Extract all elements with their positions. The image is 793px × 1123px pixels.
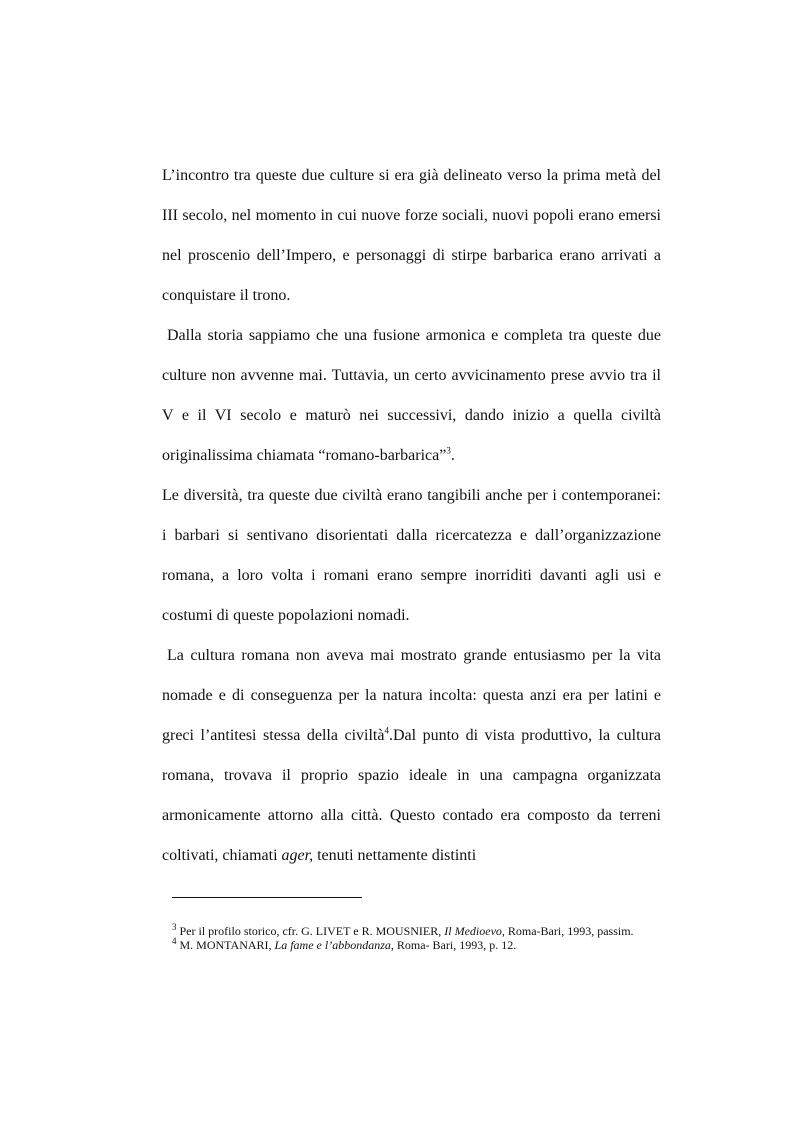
body-text: [162, 156, 661, 876]
paragraph-2-text: Dalla storia sappiamo che una fusione armonica e completa tra queste due culture non avvenne mai. Tuttavia, un certo avvicinamento prese avvio tra il V e il VI secolo e maturò nei successivi, dando inizio a quella civiltà originalissima chiamata “romano-barbarica”: [162, 327, 661, 464]
paragraph-4: [162, 636, 661, 876]
footnote-number: 3: [172, 922, 177, 932]
paragraph-1: [162, 156, 661, 316]
footnote-text-end: , Roma-Bari, 1993, passim.: [501, 924, 634, 938]
paragraph-1-text: L’incontro tra queste due culture si era già delineato verso la prima metà del III secolo, nel momento in cui nuove forze sociali, nuovi popoli erano emersi nel proscenio dell’Impero, e personaggi di stirpe barbarica erano arrivati a conquistare il trono.: [162, 167, 661, 304]
paragraph-3: [162, 476, 661, 636]
footnote-number: 4: [172, 936, 177, 946]
footnote-text: M. MONTANARI,: [179, 938, 275, 952]
footnote-title: La fame e l’abbondanza: [274, 938, 391, 952]
paragraph-2: [162, 316, 661, 476]
paragraph-3-text: Le diversità, tra queste due civiltà erano tangibili anche per i contemporanei: i barbari si sentivano disorientati dalla ricercatezza e dall’organizzazione romana, a loro volta i romani erano sempre inorriditi davanti agli usi e costumi di queste popolazioni nomadi.: [162, 487, 661, 624]
footnote-title: Il Medioevo: [444, 924, 502, 938]
footnote-4: [172, 938, 662, 952]
paragraph-4-text: La cultura romana non aveva mai mostrato grande entusiasmo per la vita nomade e di conseguenza per la natura incolta: questa anzi era per latini e greci l’antitesi stessa della civiltà: [162, 647, 661, 744]
footnote-3: [172, 924, 662, 938]
footnote-text-end: , Roma- Bari, 1993, p. 12.: [390, 938, 517, 952]
footnotes: [172, 924, 662, 952]
paragraph-2-text-end: .: [450, 447, 455, 464]
italic-term: ager,: [281, 847, 314, 864]
footnote-separator: [172, 897, 362, 898]
footnote-ref-3[interactable]: 3: [446, 445, 451, 456]
footnote-text: Per il profilo storico, cfr. G. LIVET e R. MOUSNIER,: [179, 924, 445, 938]
paragraph-4-text-middle: .Dal punto di vista produttivo, la cultura romana, trovava il proprio spazio ideale in una campagna organizzata armonicamente attorno alla città. Questo contado era composto da terreni coltivati, chiamati: [162, 727, 661, 864]
footnote-ref-4[interactable]: 4: [384, 725, 389, 736]
paragraph-4-text-end: tenuti nettamente distinti: [313, 847, 477, 864]
